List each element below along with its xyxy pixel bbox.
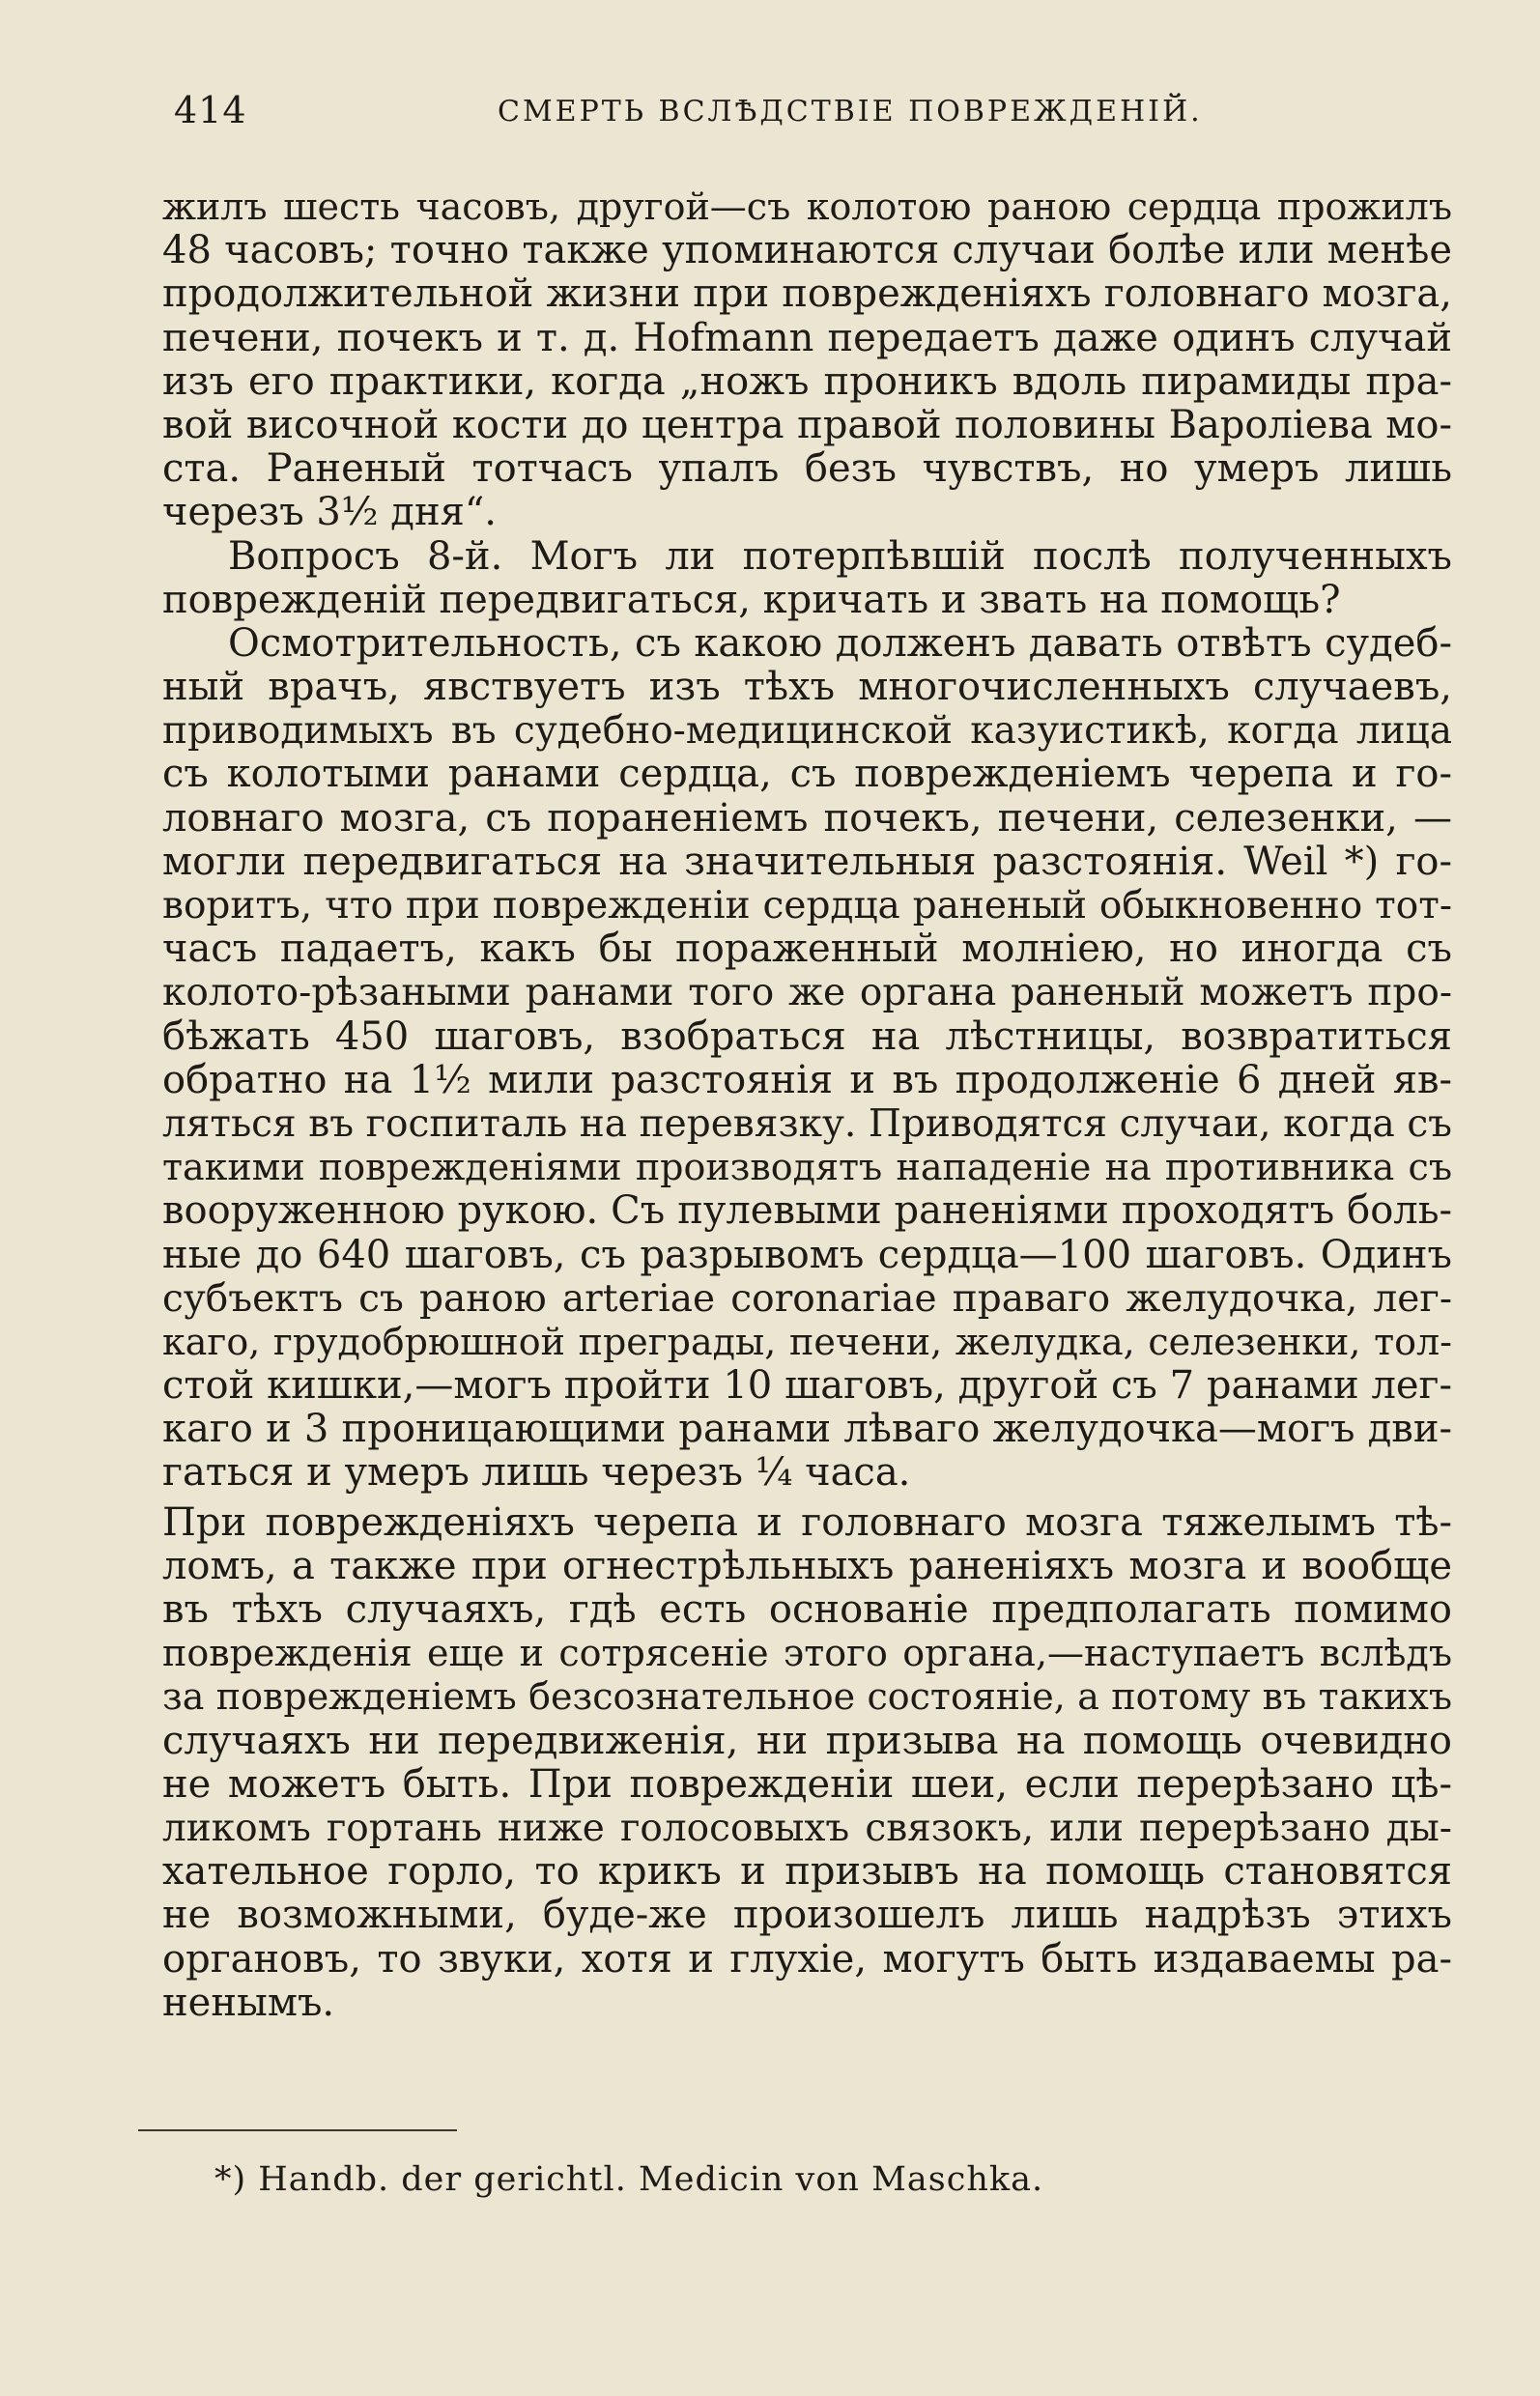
text-line: такими поврежденіями производятъ нападеніе на противника съ (162, 1146, 1452, 1189)
text-line: воритъ, что при повреждeніи сердца раненый обыкновенно тот- (162, 884, 1452, 927)
text-line: гаться и умеръ лишь черезъ ¼ часа. (162, 1451, 911, 1496)
text-line: поврежденій передвигаться, кричать и звать на помощь? (162, 578, 1341, 622)
footnote: *) Handb. der gerichtl. Medicin von Maschka. (214, 2160, 1044, 2199)
text-line: приводимыхъ въ судебно-медицинской казуистикѣ, когда лица (162, 709, 1452, 754)
text-line: ликомъ гортань ниже голосовыхъ связокъ, или перерѣзано ды- (162, 1806, 1452, 1850)
text-line: каго и 3 проницающими ранами лѣваго желудочка—могъ дви- (162, 1408, 1452, 1452)
text-line: изъ его практики, когда „ножъ проникъ вдоль пирамиды пра- (162, 359, 1452, 404)
text-line: ненымъ. (162, 1981, 335, 2025)
text-line: Вопросъ 8-й. Могъ ли потерпѣвшій послѣ полученныхъ (228, 534, 1452, 579)
page-number: 414 (174, 89, 247, 131)
text-line: продолжительной жизни при поврежденіяхъ головнаго мозга, (162, 272, 1452, 317)
footnote-rule (138, 2129, 457, 2131)
text-line: часъ падаетъ, какъ бы пораженный молніею, но иногда съ (162, 927, 1452, 972)
text-line: не можетъ быть. При поврежденіи шеи, если перерѣзано цѣ- (162, 1762, 1452, 1807)
text-line: Осмотрительность, съ какою долженъ давать отвѣтъ судеб- (228, 621, 1452, 666)
text-line: стой кишки,—могъ пройти 10 шаговъ, другой съ 7 ранами лег- (162, 1364, 1452, 1409)
text-line: не возможными, буде-же произошелъ лишь надрѣзъ этихъ (162, 1894, 1452, 1938)
text-line: хательное горло, то крикъ и призывъ на помощь становятся (162, 1850, 1452, 1895)
text-line: бѣжать 450 шаговъ, взобраться на лѣстницы, возвратиться (162, 1014, 1452, 1059)
text-line: поврежденія еще и сотрясеніе этого органа,—наступаетъ вслѣдъ (162, 1632, 1452, 1675)
body-text (162, 185, 1452, 2025)
text-line: въ тѣхъ случаяхъ, гдѣ есть основаніе предполагать помимо (162, 1588, 1452, 1632)
text-line: 48 часовъ; точно также упоминаются случаи болѣе или менѣе (162, 229, 1452, 273)
running-title: СМЕРТЬ ВСЛѢДСТВІЕ ПОВРЕЖДЕНІЙ. (498, 95, 1203, 128)
text-line: колото-рѣзаными ранами того же органа раненый можетъ про- (162, 971, 1452, 1015)
text-line: органовъ, то звуки, хотя и глухіе, могутъ быть издаваемы ра- (162, 1937, 1452, 1982)
text-line: съ колотыми ранами сердца, съ поврежденіемъ черепа и го- (162, 753, 1452, 797)
text-line: При поврежденіяхъ черепа и головнаго мозга тяжелымъ тѣ- (162, 1500, 1452, 1545)
text-line: ный врачъ, явствуетъ изъ тѣхъ многочисленныхъ случаевъ, (162, 666, 1452, 710)
text-line: обратно на 1½ мили разстоянія и въ продолженіе 6 дней яв- (162, 1058, 1452, 1102)
text-line: случаяхъ ни передвиженія, ни призыва на помощь очевидно (162, 1719, 1452, 1763)
text-line: субъектъ съ раною arteriae coronariae праваго желудочка, лег- (162, 1276, 1452, 1321)
text-line: вой височной кости до центра правой половины Вароліева мо- (162, 403, 1452, 447)
text-line: печени, почекъ и т. д. Hofmann передаетъ даже одинъ случай (162, 316, 1452, 360)
running-head (164, 89, 1449, 137)
text-line: ста. Раненый тотчасъ упалъ безъ чувствъ, но умеръ лишь (162, 447, 1452, 492)
text-line: ные до 640 шаговъ, съ разрывомъ сердца—100 шаговъ. Одинъ (162, 1233, 1452, 1277)
text-line: ляться въ госпиталь на перевязку. Приводятся случаи, когда съ (162, 1101, 1452, 1146)
text-line: ломъ, а также при огнестрѣльныхъ раненіяхъ мозга и вообще (162, 1544, 1452, 1588)
text-line: ловнаго мозга, съ пораненіемъ почекъ, печени, селезенки, — (162, 796, 1452, 841)
text-line: могли передвигаться на значительныя разстоянія. Weil *) го- (162, 840, 1452, 884)
text-line: черезъ 3½ дня“. (162, 491, 497, 535)
text-line: каго, грудобрюшной преграды, печени, желудка, селезенки, тол- (162, 1320, 1452, 1363)
text-line: вооруженною рукою. Съ пулевыми раненіями проходятъ боль- (162, 1189, 1452, 1234)
text-line: жилъ шесть часовъ, другой—съ колотою раною сердца прожилъ (162, 185, 1452, 228)
text-line: за поврежденіемъ безсознательное состояніе, а потому въ такихъ (162, 1675, 1452, 1719)
